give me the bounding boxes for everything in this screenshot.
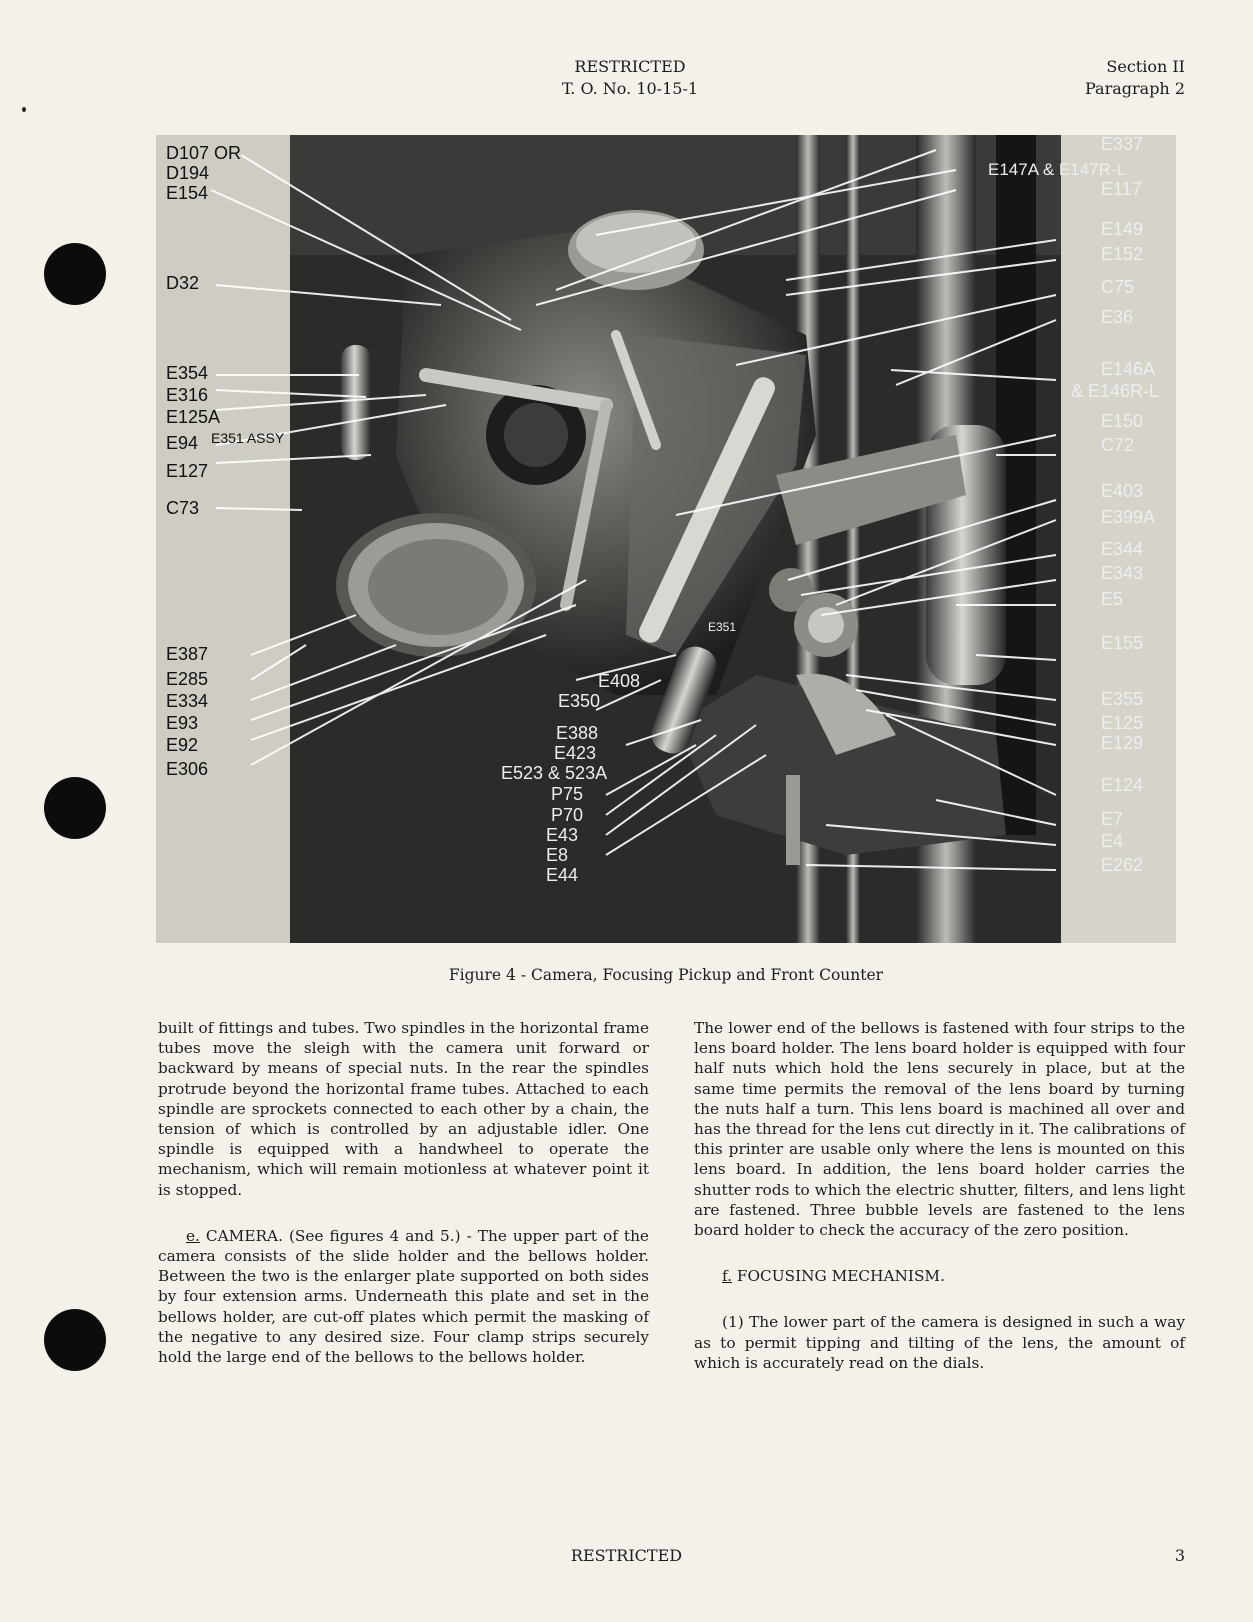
svg-text:E146A — [1101, 359, 1155, 379]
callout-e399a: E399A — [1101, 507, 1156, 527]
svg-text:E129 — [1101, 733, 1143, 753]
svg-text:E43 — [546, 825, 578, 845]
svg-text:E351 — [708, 620, 736, 634]
left-cylinder — [341, 345, 371, 460]
callout-e5: E5 — [1101, 589, 1124, 609]
callout-e316: E316 — [166, 385, 209, 405]
svg-text:P70 — [551, 805, 583, 825]
callout-e388: E388 — [556, 723, 599, 743]
callout-e146r-l: & E146R-L — [1071, 381, 1160, 401]
callout-e334: E334 — [166, 691, 209, 711]
callout-e149: E149 — [1101, 219, 1144, 239]
callout-e343: E343 — [1101, 563, 1144, 583]
text-column-right — [694, 1018, 1185, 1373]
callout-e262: E262 — [1101, 855, 1144, 875]
paragraph-lens-board: The lower end of the bellows is fastened with four strips to the lens board holder. The lens board holder is equipped with four half nuts which hold the lens securely in place, but at the same time permits the removal of the lens board by turning the nuts half a turn. This lens board is machined all over and has the thread for the lens cut directly in it. The calibrations of this printer are usable only where the lens is mounted on this lens board. In addition, the lens board holder carries the shutter rods to which the electric shutter, filters, and lens light are fastened. Three bubble levels are fastened to the lens board holder to check the accuracy of the zero position. — [694, 1019, 1185, 1240]
figure-caption: Figure 4 - Camera, Focusing Pickup and Front Counter — [448, 966, 884, 984]
svg-text:E150 — [1101, 411, 1143, 431]
svg-text:E147A & E147R-L — [988, 160, 1126, 179]
svg-text:E5 — [1101, 589, 1123, 609]
callout-e150: E150 — [1101, 411, 1144, 431]
svg-text:P75 — [551, 784, 583, 804]
callout-e4: E4 — [1101, 831, 1124, 851]
svg-text:E285 — [166, 669, 208, 689]
paragraph-camera-text: (See figures 4 and 5.) - The upper part of the camera consists of the slide holder and the bellows holder. Between the two is the enlarger plate supported on both sides by four extension arms. Underneath this plate and set in the bellows holder, are cut-off plates which permit the masking of the negative to any desired size. Four clamp strips securely hold the large end of the bellows to the bellows holder. — [158, 1226, 649, 1367]
svg-text:E399A — [1101, 507, 1155, 527]
callout-e129: E129 — [1101, 733, 1144, 753]
svg-text:C72 — [1101, 435, 1134, 455]
header-center — [480, 56, 780, 100]
svg-text:& E146R-L — [1071, 381, 1159, 401]
callout-e125a: E125A — [166, 407, 221, 427]
callout-c75: C75 — [1101, 277, 1135, 297]
svg-text:E149 — [1101, 219, 1143, 239]
callout-p75: P75 — [551, 784, 584, 804]
callout-p70: P70 — [551, 805, 584, 825]
callout-e403: E403 — [1101, 481, 1144, 501]
callout-e154: E154 — [166, 183, 209, 203]
svg-text:E403 — [1101, 481, 1143, 501]
callout-e387: E387 — [166, 644, 209, 664]
heading-focusing-label: f. — [722, 1267, 732, 1286]
callout-e155: E155 — [1101, 633, 1144, 653]
svg-text:E423 — [554, 743, 596, 763]
svg-text:C73 — [166, 498, 199, 518]
callout-e354: E354 — [166, 363, 209, 383]
svg-text:E44 — [546, 865, 578, 885]
callout-e146a: E146A — [1101, 359, 1156, 379]
callout-e43: E43 — [546, 825, 579, 845]
callout-e152: E152 — [1101, 244, 1144, 264]
svg-text:E154 — [166, 183, 208, 203]
callout-e351-assy: E351 ASSY — [211, 430, 285, 446]
binder-hole-middle — [44, 777, 106, 839]
svg-text:E388 — [556, 723, 598, 743]
callout-c72: C72 — [1101, 435, 1135, 455]
callout-e93: E93 — [166, 713, 199, 733]
callout-e127: E127 — [166, 461, 209, 481]
paragraph-focusing: (1) The lower part of the camera is designed in such a way as to permit tipping and tilting of the lens, the amount of which is accurately read on the dials. — [694, 1313, 1185, 1372]
callout-e285: E285 — [166, 669, 209, 689]
svg-text:E344 — [1101, 539, 1143, 559]
svg-text:E306 — [166, 759, 208, 779]
svg-text:E337 — [1101, 135, 1143, 154]
svg-text:E350 — [558, 691, 600, 711]
header-order-number: T. O. No. 10-15-1 — [561, 79, 699, 98]
svg-text:E343 — [1101, 563, 1143, 583]
scan-speck — [22, 107, 26, 112]
callout-d194: D194 — [166, 163, 210, 183]
svg-text:E127 — [166, 461, 208, 481]
svg-text:E94 — [166, 433, 198, 453]
callout-e44: E44 — [546, 865, 579, 885]
svg-text:E36 — [1101, 307, 1133, 327]
callout-e337: E337 — [1101, 135, 1144, 154]
heading-focusing-text: FOCUSING MECHANISM. — [736, 1267, 945, 1286]
callout-e36: E36 — [1101, 307, 1134, 327]
binder-hole-bottom — [44, 1309, 106, 1371]
callout-d32: D32 — [166, 273, 200, 293]
callout-d107-or: D107 OR — [166, 143, 242, 163]
callout-e523-523a: E523 & 523A — [501, 763, 608, 783]
svg-text:D32 — [166, 273, 199, 293]
callout-e94: E94 — [166, 433, 199, 453]
callout-e351: E351 — [708, 620, 737, 634]
svg-text:E125 — [1101, 713, 1143, 733]
callout-e147a-e147r-l: E147A & E147R-L — [988, 160, 1126, 179]
svg-text:E124 — [1101, 775, 1143, 795]
callout-e344: E344 — [1101, 539, 1144, 559]
svg-text:E387 — [166, 644, 208, 664]
callout-e125: E125 — [1101, 713, 1144, 733]
figure-photo — [156, 135, 1176, 943]
svg-text:D107 OR — [166, 143, 241, 163]
svg-text:C75 — [1101, 277, 1134, 297]
footer-classification: RESTRICTED — [570, 1546, 683, 1565]
callout-c73: C73 — [166, 498, 200, 518]
callout-e124: E124 — [1101, 775, 1144, 795]
svg-text:E7 — [1101, 809, 1123, 829]
callout-e408: E408 — [598, 671, 641, 691]
paragraph-sleigh: built of fittings and tubes. Two spindles in the horizontal frame tubes move the sleigh with the camera unit forward or backward by means of special nuts. In the rear the spindles protrude beyond the horizontal frame tubes. Attached to each spindle are sprockets connected to each other by a chain, the tension of which is controlled by an adjustable idler. One spindle is equipped with a handwheel to operate the mechanism, which will remain motionless at whatever point it is stopped. — [158, 1019, 649, 1199]
svg-text:E125A — [166, 407, 220, 427]
callout-e306: E306 — [166, 759, 209, 779]
header-right — [1085, 56, 1185, 100]
svg-text:E334 — [166, 691, 208, 711]
binder-hole-top — [44, 243, 106, 305]
svg-text:E92 — [166, 735, 198, 755]
svg-text:E354 — [166, 363, 208, 383]
text-column-left — [158, 1018, 649, 1367]
svg-text:E8 — [546, 845, 568, 865]
callout-e117: E117 — [1101, 179, 1142, 199]
svg-text:E155 — [1101, 633, 1143, 653]
svg-text:E117 — [1101, 179, 1142, 199]
callout-e7: E7 — [1101, 809, 1124, 829]
header-section: Section II — [1106, 57, 1185, 76]
svg-text:E152 — [1101, 244, 1143, 264]
paragraph-camera-label: e. — [186, 1226, 200, 1245]
svg-text:E355 — [1101, 689, 1143, 709]
svg-text:E262 — [1101, 855, 1143, 875]
page-number: 3 — [1174, 1546, 1185, 1565]
svg-text:D194 — [166, 163, 209, 183]
svg-text:E93 — [166, 713, 198, 733]
heading-focusing-mechanism — [694, 1266, 1185, 1286]
callout-e423: E423 — [554, 743, 597, 763]
callout-e8: E8 — [546, 845, 569, 865]
svg-text:E408 — [598, 671, 640, 691]
callout-e92: E92 — [166, 735, 199, 755]
svg-text:E351 ASSY — [211, 430, 285, 446]
callout-e350: E350 — [558, 691, 601, 711]
header-classification: RESTRICTED — [574, 57, 686, 76]
paragraph-camera — [158, 1226, 649, 1367]
paragraph-camera-heading: CAMERA. — [205, 1226, 283, 1245]
header-paragraph: Paragraph 2 — [1084, 79, 1185, 98]
svg-text:E316 — [166, 385, 208, 405]
callout-e355: E355 — [1101, 689, 1144, 709]
svg-text:E4 — [1101, 831, 1123, 851]
svg-text:E523 & 523A — [501, 763, 607, 783]
